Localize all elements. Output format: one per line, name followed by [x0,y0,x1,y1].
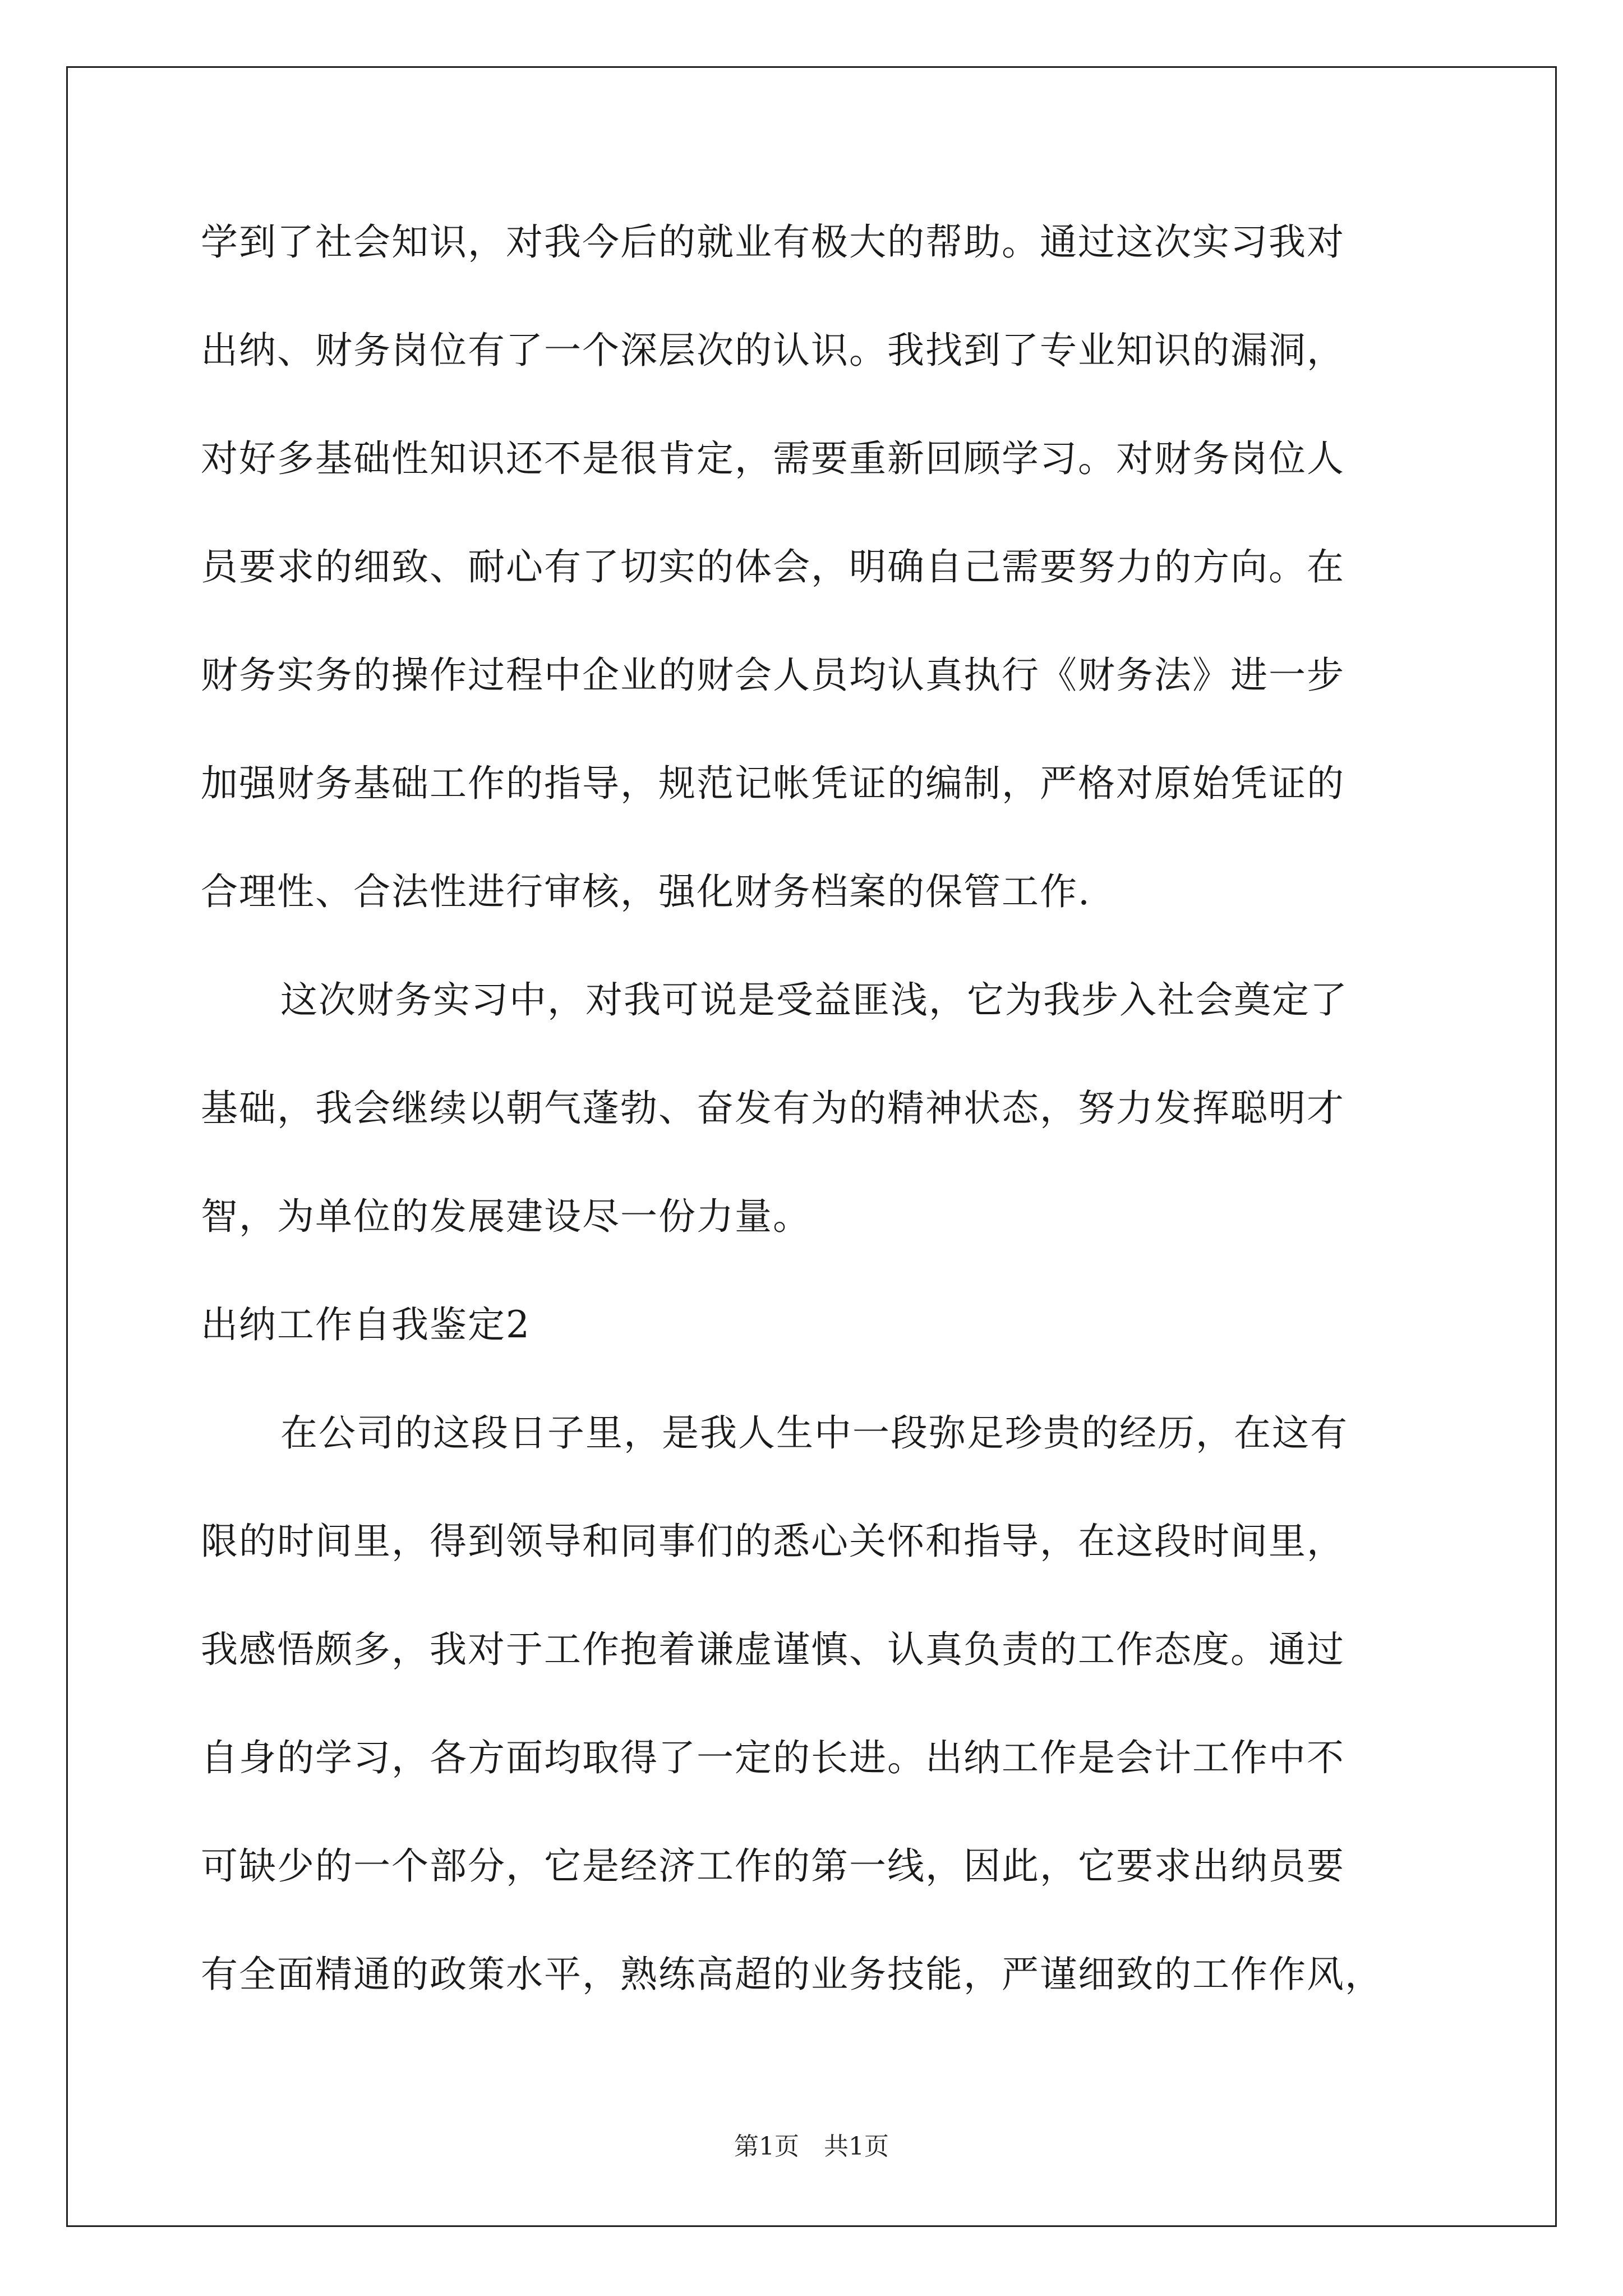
text-line: 我感悟颇多，我对于工作抱着谦虚谨慎、认真负责的工作态度。通过 [201,1628,1345,1671]
text-line: 学到了社会知识，对我今后的就业有极大的帮助。通过这次实习我对 [201,220,1345,264]
text-line: 出纳、财务岗位有了一个深层次的认识。我找到了专业知识的漏洞， [201,329,1345,372]
text-line: 智，为单位的发展建设尽一份力量。 [201,1195,811,1238]
text-line: 合理性、合法性进行审核，强化财务档案的保管工作. [201,870,1091,913]
page-number-current: 第1页 [734,2132,799,2161]
text-line: 限的时间里，得到领导和同事们的悉心关怀和指导，在这段时间里， [201,1520,1345,1563]
text-line: 财务实务的操作过程中企业的财会人员均认真执行《财务法》进一步 [201,654,1345,697]
text-line: 自身的学习，各方面均取得了一定的长进。出纳工作是会计工作中不 [201,1736,1345,1779]
text-line: 有全面精通的政策水平，熟练高超的业务技能，严谨细致的工作作风， [201,1953,1383,1996]
text-line: 对好多基础性知识还不是很肯定，需要重新回顾学习。对财务岗位人 [201,437,1345,480]
text-line: 可缺少的一个部分，它是经济工作的第一线，因此，它要求出纳员要 [201,1844,1345,1888]
text-line: 员要求的细致、耐心有了切实的体会，明确自己需要努力的方向。在 [201,545,1345,588]
text-line: 基础，我会继续以朝气蓬勃、奋发有为的精神状态，努力发挥聪明才 [201,1087,1345,1130]
paragraph-start-line: 在公司的这段日子里，是我人生中一段弥足珍贵的经历，在这有 [280,1411,1348,1455]
section-heading: 出纳工作自我鉴定2 [201,1303,531,1346]
page-footer [0,2132,1623,2162]
page-border [66,66,1557,2227]
page-number-total: 共1页 [824,2132,889,2161]
paragraph-start-line: 这次财务实习中，对我可说是受益匪浅，它为我步入社会奠定了 [280,978,1348,1022]
text-line: 加强财务基础工作的指导，规范记帐凭证的编制，严格对原始凭证的 [201,762,1345,805]
